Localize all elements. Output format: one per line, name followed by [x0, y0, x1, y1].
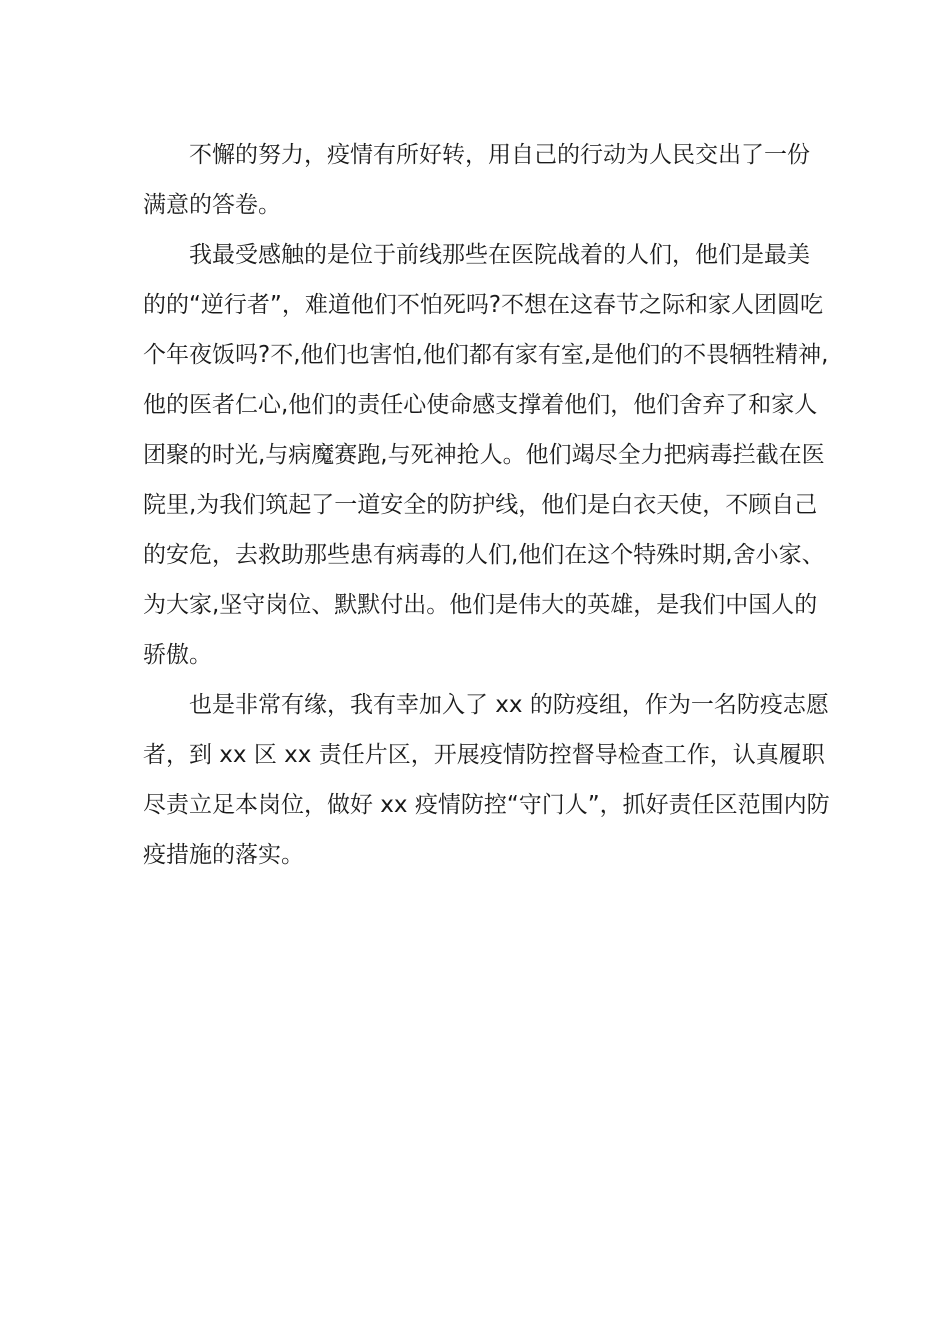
paragraph-2: [143, 230, 829, 680]
paragraph-3: [143, 680, 830, 880]
paragraph-line: 者，到 xx 区 xx 责任片区，开展疫情防控督导检查工作，认真履职: [143, 742, 825, 768]
paragraph-line: 尽责立足本岗位，做好 xx 疫情防控“守门人”，抓好责任区范围内防: [143, 792, 830, 818]
paragraph-line: 疫措施的落实。: [143, 842, 304, 868]
paragraph-line: 为大家,坚守岗位、默默付出。他们是伟大的英雄，是我们中国人的: [143, 592, 818, 618]
paragraph-line: 的安危，去救助那些患有病毒的人们,他们在这个特殊时期,舍小家、: [143, 542, 825, 568]
paragraph-line: 的的“逆行者”，难道他们不怕死吗?不想在这春节之际和家人团圆吃: [143, 292, 824, 318]
paragraph-line: 满意的答卷。: [143, 192, 281, 218]
paragraph-line: 个年夜饭吗?不,他们也害怕,他们都有家有室,是他们的不畏牺牲精神,: [143, 342, 829, 368]
paragraph-line: 也是非常有缘，我有幸加入了 xx 的防疫组，作为一名防疫志愿: [189, 692, 829, 718]
paragraph-line: 不懈的努力，疫情有所好转，用自己的行动为人民交出了一份: [189, 142, 810, 168]
document-body: [143, 130, 830, 880]
paragraph-line: 他的医者仁心,他们的责任心使命感支撑着他们，他们舍弃了和家人: [143, 392, 818, 418]
paragraph-line: 骄傲。: [143, 642, 212, 668]
paragraph-line: 团聚的时光,与病魔赛跑,与死神抢人。他们竭尽全力把病毒拦截在医: [143, 442, 825, 468]
paragraph-line: 院里,为我们筑起了一道安全的防护线，他们是白衣天使，不顾自己: [143, 492, 818, 518]
paragraph-1: [143, 130, 811, 230]
paragraph-line: 我最受感触的是位于前线那些在医院战着的人们，他们是最美: [189, 242, 810, 268]
